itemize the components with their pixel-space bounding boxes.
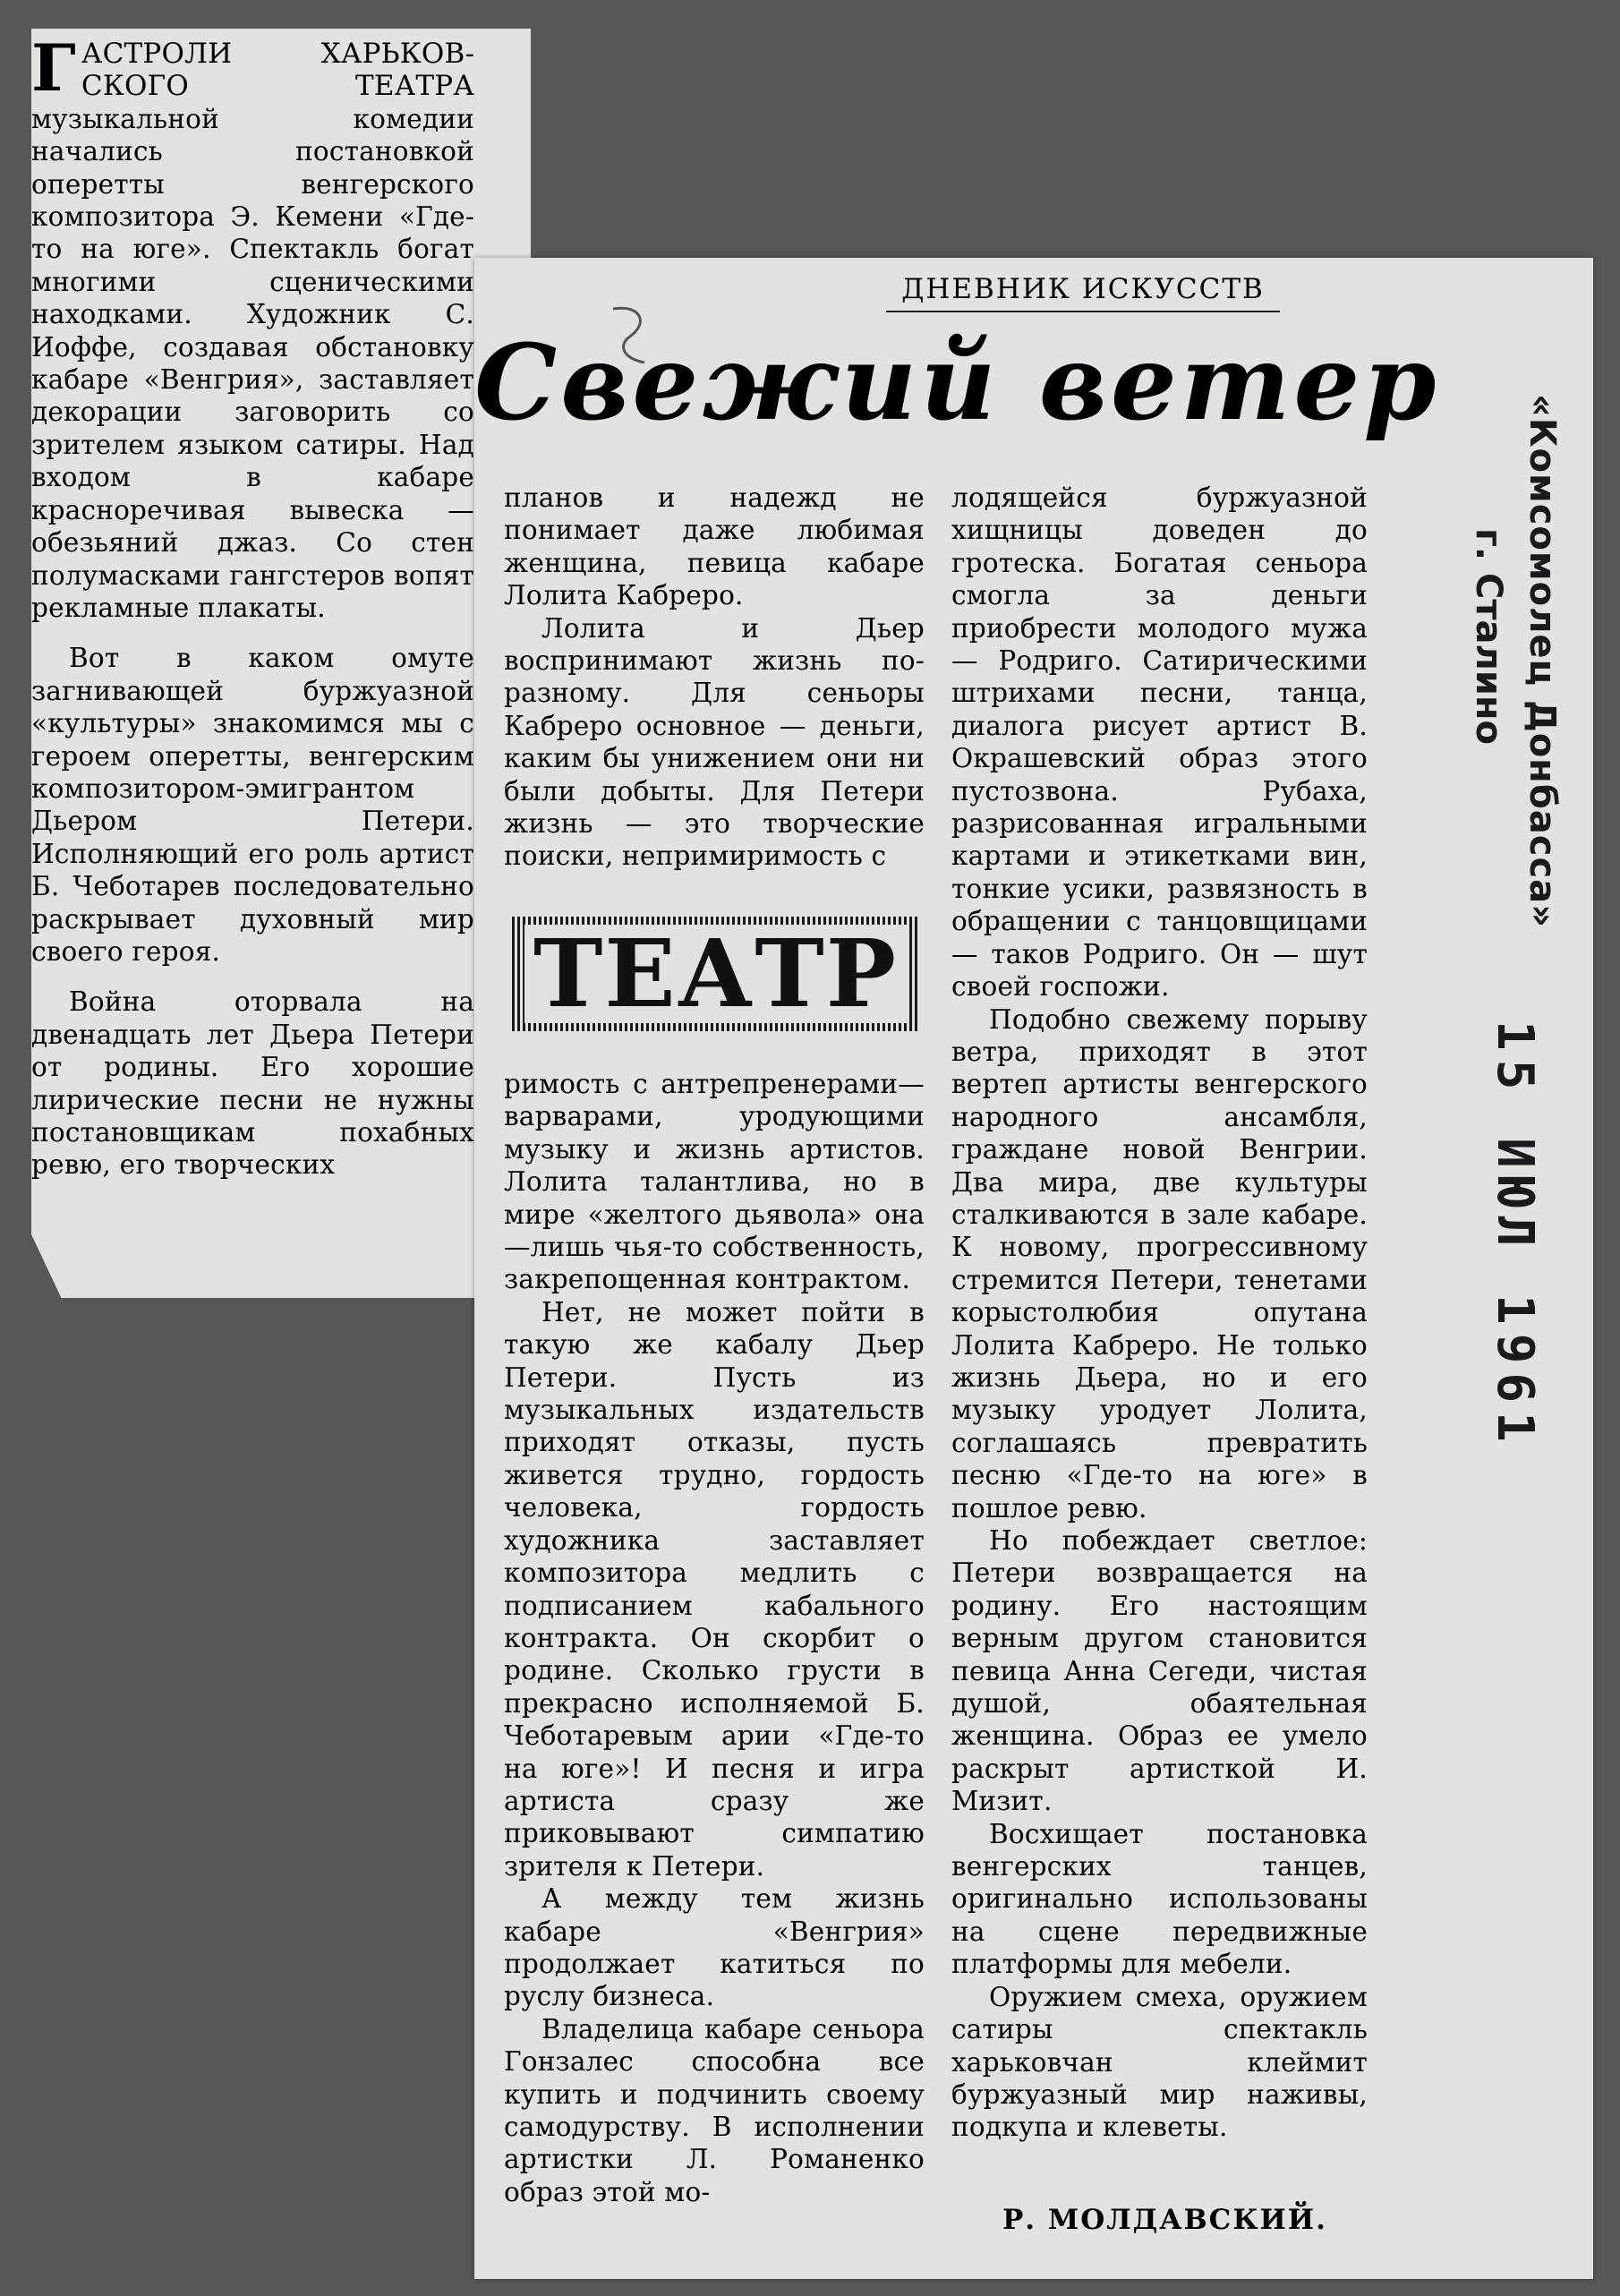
author-signature: Р. МОЛДАВСКИЙ. xyxy=(1002,2204,1327,2236)
right-paragraph-2: Подобно свежему порыву ветра, приходят в этот вертеп артисты венгерского народного ансамбля, граждане новой Венгрии. Два мира, две культуры сталкиваются в зале кабаре. К новому, прогрессивному стремится Петери, тенетами корыстолюбия опутана Лолита Кабреро. Не только жизнь Дьера, но и его музыку уродует Лолита, соглашаясь превратить песню «Где-то на юге» в пошлое ревю. xyxy=(951,1003,1368,1524)
right-paragraph-4: Восхищает постановка венгерских танцев, оригинально использованы на сцене передвижные платформы для мебели. xyxy=(951,1818,1368,1980)
city-annotation: г. Сталино xyxy=(1468,528,1509,745)
right-paragraph-1: лодящейся буржуазной хищницы доведен до гротеска. Богатая сеньора смогла за деньги приобрести молодого мужа — Родриго. Сатирическими штрихами песни, танца, диалога рисует артист В. Окрашевский образ этого пустозвона. Рубаха, разрисованная игральными картами и этикетками вин, тонкие усики, развязность в обращении с танцовщицами — таков Родриго. Он — шут своей госпожи. xyxy=(951,482,1368,1003)
right-paragraph-3: Но побеждает светлое: Петери возвращается на родину. Его настоящим верным другом становится певица Анна Сегеди, чистая душой, обаятельная женщина. Образ ее умело раскрыт артисткой И. Мизит. xyxy=(951,1525,1368,1817)
newspaper-name-annotation: «Комсомолец Донбасса» xyxy=(1522,394,1563,928)
middle-paragraph-1: планов и надежд не понимает даже любимая женщина, певица кабаре Лолита Кабреро. xyxy=(504,482,925,611)
middle-paragraph-3: римость с антрепренерами—варварами, уродующими музыку и жизнь артистов. Лолита талантлива, но в мире «желтого дьявола» она—лишь чья-то собственность, закрепощенная контрактом. xyxy=(504,1069,925,1295)
dropcap: Г xyxy=(31,30,76,106)
section-rubric: ДНЕВНИК ИСКУССТВ xyxy=(886,273,1280,312)
left-paragraph-1: музыкальной комедии начались постановкой оперетты венгерского композитора Э. Кемени «Где-то на юге». Спектакль богат многими сценическими находками. Художник С. Иоффе, создавая обстановку кабаре «Венгрия», заставляет декорации заговорить со зрителем языком сатиры. Над входом в кабаре красноречивая вывеска — обезьяний джаз. Со стен полумасками гангстеров вопят рекламные плакаты. xyxy=(31,103,474,623)
left-lead-paragraph xyxy=(31,30,474,624)
middle-paragraph-4: Нет, не может пойти в такую же кабалу Дьер Петери. Пусть из музыкальных издательств приходят отказы, пусть живется трудно, гордость человека, гордость художника заставляет композитора медлить с подписанием кабального контракта. Он скорбит о родине. Сколько грусти в прекрасно исполняемой Б. Чеботаревым арии «Где-то на юге»! И песня и игра артиста сразу же приковывают симпатию зрителя к Петери. xyxy=(504,1296,925,1882)
lead-text: АСТРОЛИ ХАРЬКОВСКОГО ТЕАТРА xyxy=(81,38,474,103)
article-headline: Свежий ветер xyxy=(474,322,1440,444)
right-column xyxy=(951,482,1368,2144)
middle-paragraph-6: Владелица кабаре сеньора Гонзалес способна все купить и подчинить своему самодурству. В исполнении артистки Л. Романенко образ этой мо- xyxy=(504,2013,925,2207)
middle-column-top xyxy=(504,482,925,873)
theatre-logo-text: ТЕАТР xyxy=(524,925,907,1023)
date-stamp: 15 ИЮЛ 1961 xyxy=(1486,1020,1544,1451)
middle-paragraph-5: А между тем жизнь кабаре «Венгрия» продолжает катиться по руслу бизнеса. xyxy=(504,1883,925,2012)
middle-column-bottom xyxy=(504,1068,925,2208)
left-paragraph-3: Война оторвала на двенадцать лет Дьера Петери от родины. Его хорошие лирические песни не нужны постановщикам похабных ревю, его творческих xyxy=(31,986,474,1181)
left-paragraph-2: Вот в каком омуте загнивающей буржуазной «культуры» знакомимся мы с героем оперетты, венгерским композитором-эмигрантом Дьером Петери. Исполняющий его роль артист Б. Чеботарев последовательно раскрывает духовный мир своего героя. xyxy=(31,643,474,967)
left-column xyxy=(31,30,474,1182)
middle-paragraph-2: Лолита и Дьер воспринимают жизнь по-разному. Для сеньоры Кабреро основное — деньги, каким бы унижением они ни были добыты. Для Петери жизнь — это творческие поиски, непримиримость с xyxy=(504,612,925,872)
right-paragraph-5: Оружием смеха, оружием сатиры спектакль харьковчан клеймит буржуазный мир наживы, подкупа и клеветы. xyxy=(951,1981,1368,2143)
theatre-section-logo xyxy=(512,917,919,1031)
